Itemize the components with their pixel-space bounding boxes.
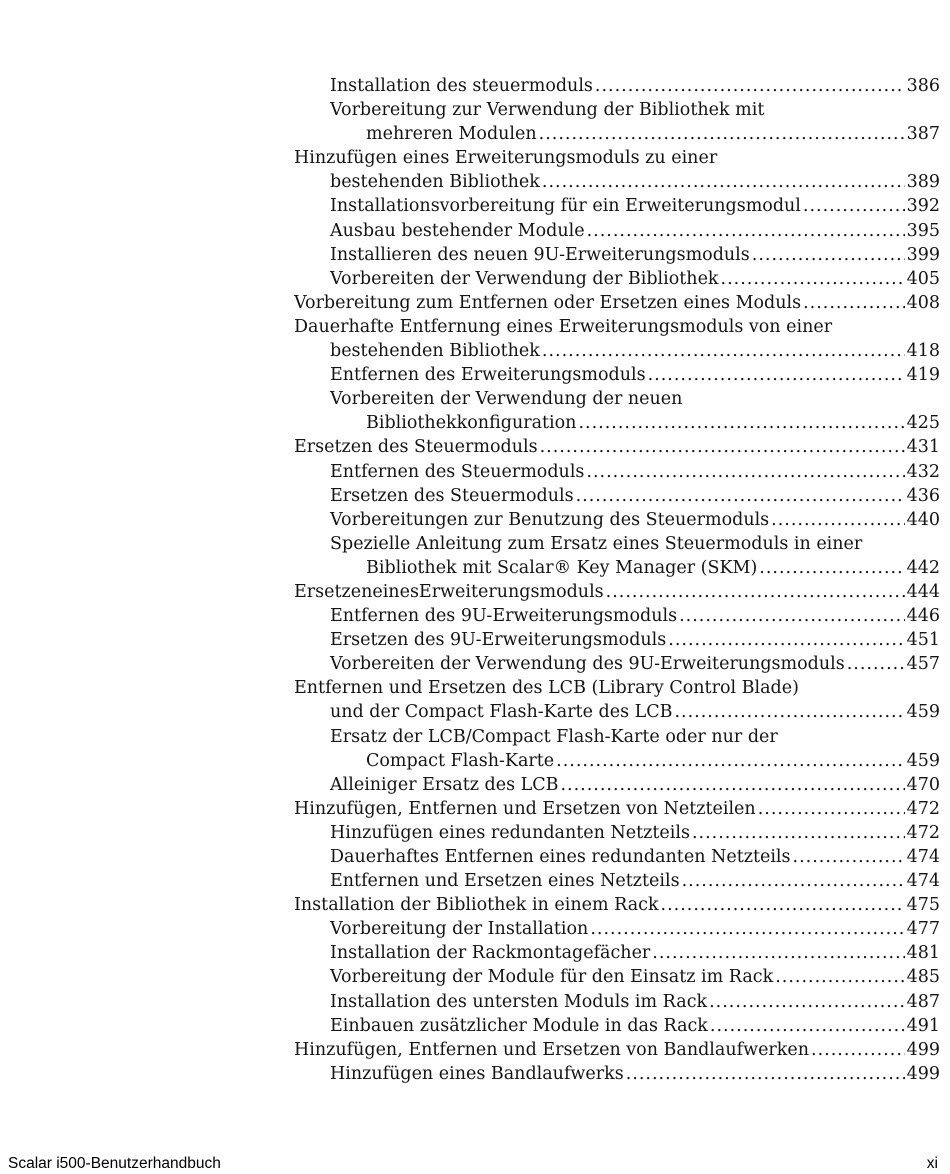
toc-entry[interactable] — [294, 797, 940, 821]
dot-leader — [759, 556, 904, 580]
toc-entry[interactable] — [330, 725, 940, 773]
toc-entry-title: Hinzufügen, Entfernen und Ersetzen von Bandlaufwerken — [294, 1039, 810, 1060]
dot-leader — [682, 869, 905, 893]
toc-entry[interactable] — [294, 291, 940, 315]
toc-entry[interactable] — [330, 98, 940, 146]
toc-entry[interactable] — [330, 74, 940, 98]
toc-entry-title: mehreren Modulen — [366, 124, 537, 145]
toc-entry[interactable] — [330, 941, 940, 965]
toc-entry-title: bestehenden Bibliothek — [330, 341, 540, 362]
toc-entry-title: und der Compact Flash-Karte des LCB — [330, 702, 673, 723]
toc-entry-title: Einbauen zusätzlicher Module in das Rack — [330, 1015, 708, 1036]
dot-leader — [540, 435, 905, 459]
toc-entry[interactable] — [330, 990, 940, 1014]
toc-entry[interactable] — [330, 267, 940, 291]
toc-entry-title: Installation der Bibliothek in einem Rack — [294, 895, 659, 916]
dot-leader — [793, 845, 905, 869]
toc-page-number: 457 — [906, 654, 940, 675]
dot-leader — [560, 773, 904, 797]
dot-leader — [692, 821, 905, 845]
toc-page-number: 405 — [906, 268, 940, 289]
dot-leader — [626, 1062, 905, 1086]
dot-leader — [542, 170, 905, 194]
toc-page-number: 436 — [906, 485, 940, 506]
toc-entry-title: Vorbereitung zum Entfernen oder Ersetzen eines Moduls — [294, 292, 802, 313]
toc-entry[interactable] — [330, 628, 940, 652]
toc-entry[interactable] — [330, 219, 940, 243]
toc-page-number: 387 — [906, 124, 940, 145]
toc-page-number: 485 — [906, 967, 940, 988]
table-of-contents — [0, 74, 950, 1086]
toc-page-number: 389 — [906, 172, 940, 193]
toc-entry[interactable] — [294, 1038, 940, 1062]
toc-entry[interactable] — [330, 604, 940, 628]
dot-leader — [578, 411, 904, 435]
dot-leader — [587, 219, 905, 243]
toc-entry-title: Entfernen und Ersetzen des LCB (Library Control Blade) — [294, 678, 799, 699]
toc-entry-title: Bibliothekkonfiguration — [366, 413, 577, 434]
toc-entry-title: Vorbereiten der Verwendung des 9U-Erweiterungsmoduls — [330, 654, 845, 675]
dot-leader — [661, 893, 905, 917]
toc-page-number: 418 — [906, 341, 940, 362]
toc-entry-title: Ersetzen des 9U-Erweiterungsmoduls — [330, 630, 667, 651]
dot-leader — [606, 580, 905, 604]
toc-page-number: 472 — [906, 798, 940, 819]
dot-leader — [803, 194, 905, 218]
toc-page-number: 491 — [906, 1015, 940, 1036]
toc-entry-title: Entfernen des Steuermoduls — [330, 461, 585, 482]
toc-page-number: 432 — [906, 461, 940, 482]
toc-entry-title: Alleiniger Ersatz des LCB — [330, 774, 559, 795]
toc-entry[interactable] — [330, 243, 940, 267]
toc-entry[interactable] — [330, 363, 940, 387]
dot-leader — [758, 797, 905, 821]
toc-entry-title: Hinzufügen eines redundanten Netzteils — [330, 822, 690, 843]
toc-page-number: 444 — [906, 581, 940, 602]
dot-leader — [542, 339, 905, 363]
dot-leader — [648, 363, 905, 387]
dot-leader — [590, 917, 904, 941]
toc-entry-title: Installationsvorbereitung für ein Erweiterungsmodul — [330, 196, 801, 217]
dot-leader — [811, 1038, 905, 1062]
toc-entry-title: Installation des steuermoduls — [330, 76, 593, 96]
toc-entry[interactable] — [330, 845, 940, 869]
toc-entry-title: Ersetzen des Steuermoduls — [294, 437, 538, 458]
toc-entry[interactable] — [294, 315, 940, 363]
toc-page-number: 425 — [906, 413, 940, 434]
dot-leader — [652, 941, 904, 965]
toc-entry-title: Ersatz der LCB/Compact Flash-Karte oder nur der — [330, 726, 778, 747]
toc-page-number: 442 — [906, 557, 940, 578]
footer-page-number: xi — [926, 1155, 938, 1172]
toc-entry-title: Compact Flash-Karte — [366, 750, 555, 771]
toc-page-number: 419 — [906, 365, 940, 386]
toc-entry[interactable] — [294, 435, 940, 459]
toc-page-number: 399 — [906, 244, 940, 265]
dot-leader — [771, 508, 904, 532]
dot-leader — [576, 484, 905, 508]
toc-page-number: 474 — [906, 847, 940, 867]
toc-entry-title: Hinzufügen eines Bandlaufwerks — [330, 1063, 624, 1084]
toc-entry-title: Ersetzen des Steuermoduls — [330, 485, 574, 506]
toc-entry[interactable] — [294, 146, 940, 194]
toc-entry-title: Vorbereitung der Installation — [330, 919, 589, 940]
toc-entry-title: Entfernen und Ersetzen eines Netzteils — [330, 871, 680, 892]
toc-entry[interactable] — [330, 917, 940, 941]
dot-leader — [709, 990, 904, 1014]
toc-page-number: 475 — [906, 895, 940, 916]
dot-leader — [595, 74, 905, 98]
dot-leader — [668, 628, 904, 652]
dot-leader — [721, 267, 905, 291]
toc-entry-title: Vorbereitung der Module für den Einsatz im Rack — [330, 967, 774, 988]
toc-entry-title: Vorbereitung zur Verwendung der Bibliothek mit — [330, 100, 765, 121]
toc-entry[interactable] — [330, 773, 940, 797]
toc-page-number: 395 — [906, 220, 940, 241]
toc-page-number: 386 — [906, 76, 940, 96]
toc-page-number: 446 — [906, 606, 940, 627]
toc-page-number: 459 — [906, 750, 940, 771]
toc-entry-title: Hinzufügen eines Erweiterungsmoduls zu einer — [294, 148, 718, 169]
toc-entry[interactable] — [330, 869, 940, 893]
toc-page-number: 487 — [906, 991, 940, 1012]
toc-page-number: 477 — [906, 919, 940, 940]
toc-page-number: 470 — [906, 774, 940, 795]
toc-page-number: 459 — [906, 702, 940, 723]
toc-page-number: 474 — [906, 871, 940, 892]
toc-page-number: 499 — [906, 1063, 940, 1084]
dot-leader — [679, 604, 905, 628]
toc-entry[interactable] — [330, 1014, 940, 1038]
dot-leader — [752, 243, 905, 267]
dot-leader — [586, 460, 904, 484]
toc-page-number: 481 — [906, 943, 940, 964]
dot-leader — [803, 291, 904, 315]
toc-entry[interactable] — [330, 532, 940, 580]
dot-leader — [847, 652, 905, 676]
toc-page-number: 440 — [906, 509, 940, 530]
dot-leader — [674, 700, 904, 724]
toc-entry-title: Installation des untersten Moduls im Rack — [330, 991, 708, 1012]
toc-entry[interactable] — [330, 965, 940, 989]
dot-leader — [710, 1014, 905, 1038]
dot-leader — [775, 965, 904, 989]
toc-entry-title: Vorbereiten der Verwendung der Bibliothek — [330, 268, 719, 289]
toc-entry[interactable] — [330, 194, 940, 218]
toc-entry-title: Hinzufügen, Entfernen und Ersetzen von Netzteilen — [294, 798, 756, 819]
dot-leader — [539, 122, 905, 146]
toc-entry-title: Dauerhafte Entfernung eines Erweiterungsmoduls von einer — [294, 316, 833, 337]
toc-entry-title: Entfernen des 9U-Erweiterungsmoduls — [330, 606, 678, 627]
toc-entry[interactable] — [330, 484, 940, 508]
toc-entry[interactable] — [294, 580, 940, 604]
toc-page-number: 392 — [906, 196, 940, 217]
toc-entry-title: bestehenden Bibliothek — [330, 172, 540, 193]
toc-entry[interactable] — [330, 652, 940, 676]
toc-entry-title: Installation der Rackmontagefächer — [330, 943, 651, 964]
toc-entry-title: Vorbereitungen zur Benutzung des Steuermoduls — [330, 509, 770, 530]
toc-entry[interactable] — [330, 508, 940, 532]
dot-leader — [556, 749, 904, 773]
toc-page-number: 472 — [906, 822, 940, 843]
toc-entry[interactable] — [330, 387, 940, 435]
toc-entry[interactable] — [294, 676, 940, 724]
toc-page-number: 408 — [906, 292, 940, 313]
toc-entry-title: Bibliothek mit Scalar® Key Manager (SKM) — [366, 557, 758, 578]
toc-page-number: 451 — [906, 630, 940, 651]
footer-title: Scalar i500-Benutzerhandbuch — [8, 1155, 221, 1172]
toc-entry[interactable] — [294, 893, 940, 917]
toc-entry[interactable] — [330, 821, 940, 845]
toc-entry-title: Vorbereiten der Verwendung der neuen — [330, 389, 683, 410]
toc-entry-title: Dauerhaftes Entfernen eines redundanten Netzteils — [330, 847, 791, 867]
toc-entry-title: Installieren des neuen 9U-Erweiterungsmoduls — [330, 244, 750, 265]
toc-page-number: 431 — [906, 437, 940, 458]
toc-entry[interactable] — [330, 1062, 940, 1086]
toc-entry[interactable] — [330, 460, 940, 484]
toc-page-number: 499 — [906, 1039, 940, 1060]
toc-entry-title: Spezielle Anleitung zum Ersatz eines Steuermoduls in einer — [330, 533, 863, 554]
toc-entry-title: Ausbau bestehender Module — [330, 220, 585, 241]
toc-entry-title: ErsetzeneinesErweiterungsmoduls — [294, 581, 604, 602]
toc-entry-title: Entfernen des Erweiterungsmoduls — [330, 365, 646, 386]
